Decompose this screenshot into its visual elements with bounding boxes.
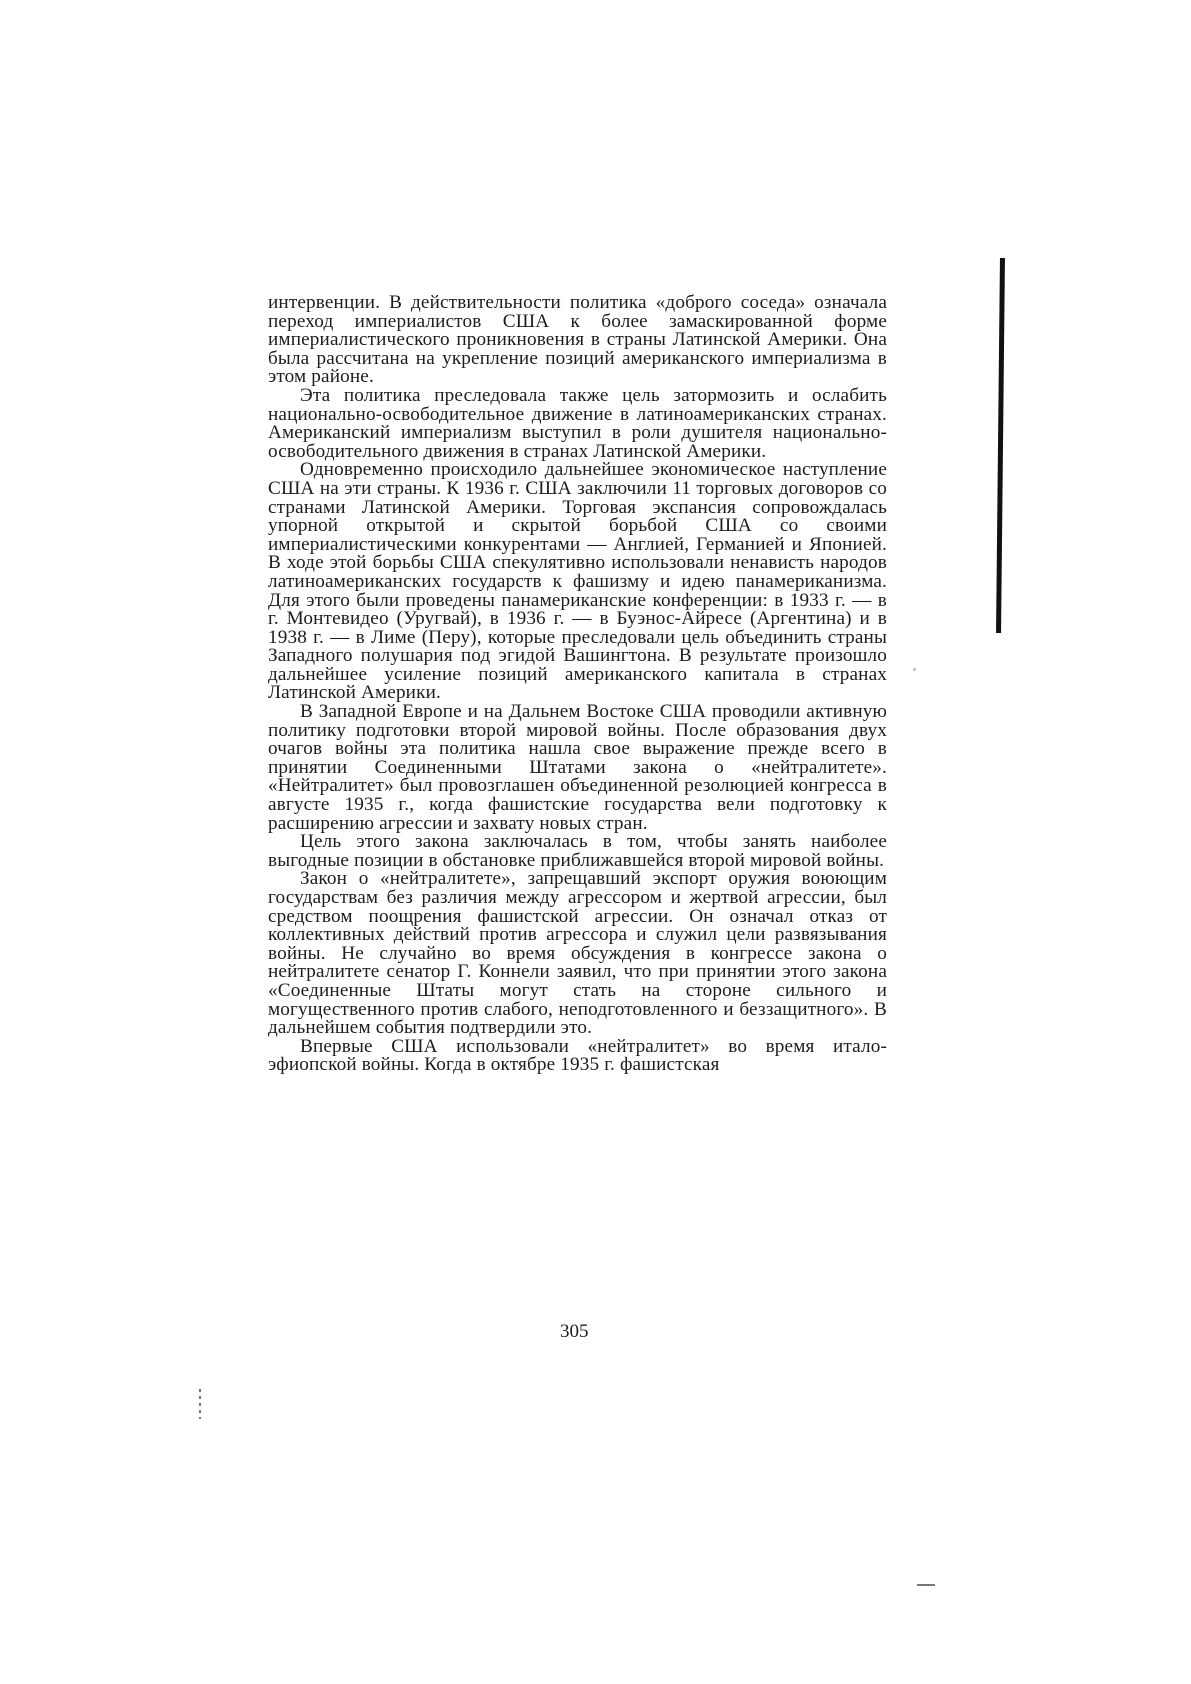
page-body <box>268 294 887 1075</box>
scan-speck <box>913 668 916 671</box>
margin-bar <box>996 258 1005 633</box>
page-number: 305 <box>560 1321 589 1342</box>
paragraph-6: Закон о «нейтралитете», запрещавший экспорт оружия воюющим государствам без различия между агрессором и жертвой агрессии, был средством поощрения фашистской агрессии. Он означал отказ от коллективных действий против агрессора и служил цели развязывания войны. Не случайно во время обсуждения в конгрессе закона о нейтралитете сенатор Г. Коннели заявил, что при принятии этого закона «Соединенные Штаты могут стать на стороне сильного и могущественного против слабого, неподготовленного и беззащитного». В дальнейшем события подтвердили это. <box>268 868 887 1039</box>
paragraph-3: Одновременно происходило дальнейшее экономическое наступление США на эти страны. К 1936 г. США заключили 11 торговых договоров со странами Латинской Америки. Торговая экспансия сопровождалась упорной открытой и скрытой борьбой США со своими империалистическими конкурентами — Англией, Германией и Японией. В ходе этой борьбы США спекулятивно использовали ненависть народов латиноамериканских государств к фашизму и идею панамериканизма. Для этого были проведены панамериканские конференции: в 1933 г. — в г. Монтевидео (Уругвай), в 1936 г. — в Буэнос-Айресе (Аргентина) и в 1938 г. — в Лиме (Перу), которые преследовали цель объединить страны Западного полушария под эгидой Вашингтона. В результате произошло дальнейшее усиление позиций американского капитала в странах Латинской Америки. <box>268 459 887 704</box>
paragraph-4: В Западной Европе и на Дальнем Востоке США проводили активную политику подготовки второй мировой войны. После образования двух очагов войны эта политика нашла свое выражение прежде всего в принятии Соединенными Штатами закона о «нейтралитете». «Нейтралитет» был провозглашен объединенной резолюцией конгресса в августе 1935 г., когда фашистские государства вели подготовку к расширению агрессии и захвату новых стран. <box>268 701 887 834</box>
paragraph-7: Впервые США использовали «нейтралитет» во время итало-эфиопской войны. Когда в октябре 1935 г. фашистская <box>268 1035 887 1076</box>
paragraph-1: интервенции. В действительности политика «доброго соседа» означала переход империалистов США к более замаскированной форме империалистического проникновения в страны Латинской Америки. Она была рассчитана на укрепление позиций американского империализма в этом районе. <box>268 292 887 388</box>
paragraph-2: Эта политика преследовала также цель затормозить и ослабить национально-освободительное движение в латиноамериканских странах. Американский империализм выступил в роли душителя национально-освободительного движения в странах Латинской Америки. <box>268 384 887 462</box>
scan-mark-right <box>917 1584 935 1586</box>
scan-mark-left <box>199 1389 201 1419</box>
paragraph-5: Цель этого закона заключалась в том, чтобы занять наиболее выгодные позиции в обстановке приближавшейся второй мировой войны. <box>268 831 887 871</box>
